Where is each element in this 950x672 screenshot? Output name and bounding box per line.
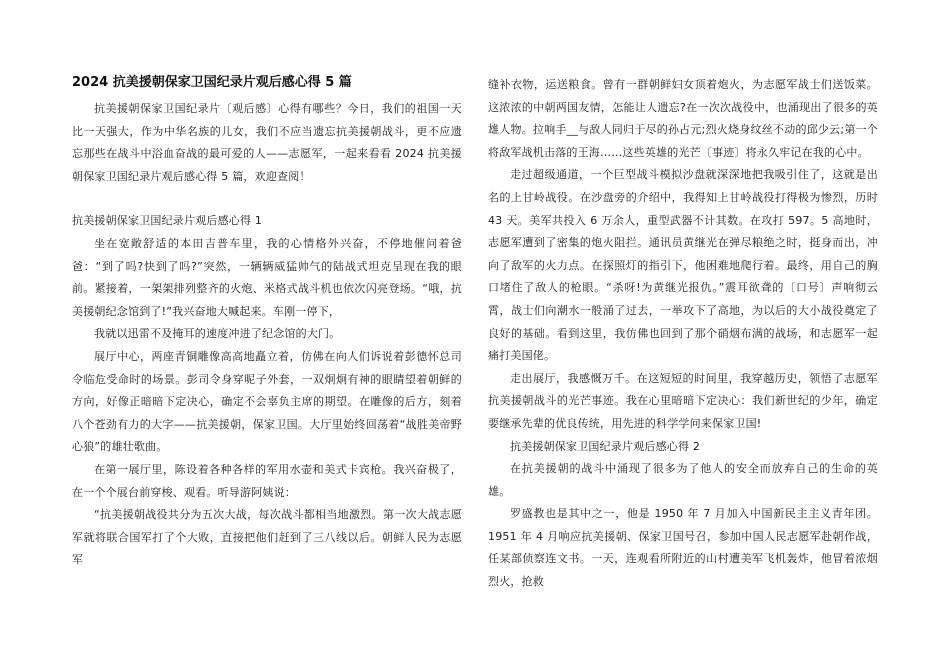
spacer bbox=[72, 188, 462, 210]
intro-paragraph: 抗美援朝保家卫国纪录片〔观后感〕心得有哪些？今日，我们的祖国一天比一天强大，作为中华名族的儿女，我们不应当遗忘抗美援朝战斗，更不应遗忘那些在战斗中浴血奋战的最可爱的人——志愿军，一起来看看 2024 抗美援朝保家卫国纪录片观后感心得 5 篇，欢迎查阅！ bbox=[72, 102, 462, 183]
section-1-heading: 抗美援朝保家卫国纪录片观后感心得 1 bbox=[72, 214, 263, 228]
paragraph: 缝补衣物，运送粮食。曾有一群朝鲜妇女顶着炮火，为志愿军战士们送饭菜。这浓浓的中朝两国友情，怎能让人遗忘?在一次次战役中，也涌现出了很多的英雄人物。拉响手__与敌人同归于尽的孙占元;烈火烧身纹丝不动的邱少云;第一个将敌军战机击落的王海……这些英雄的光芒〔事迹〕将永久牢记在我的心中。 bbox=[488, 78, 878, 159]
paragraph: 罗盛教也是其中之一，他是 1950 年 7 月加入中国新民主主义青年团。1951 年 4 月响应抗美援朝、保家卫国号召，参加中国人民志愿军赴朝作战，任某部侦察连文书。一天，连观看所附近的山村遭美军飞机轰炸，他冒着浓烟烈火，抢救 bbox=[488, 507, 878, 589]
paragraph: 在第一展厅里，陈设着各种各样的军用水壶和美式卡宾枪。我兴奋极了，在一个个展台前穿梭、观看。听导游阿姨说： bbox=[72, 462, 462, 499]
left-column bbox=[72, 72, 462, 572]
paragraph: 坐在宽敞舒适的本田吉普车里，我的心情格外兴奋，不停地催问着爸爸：“到了吗?快到了吗?”突然，一辆辆威猛帅气的陆战式坦克呈现在我的眼前。紧接着，一架架排列整齐的火炮、米格式战斗机也依次闪亮登场。“哦，抗美援朝纪念馆到了!”我兴奋地大喊起来。车刚一停下， bbox=[72, 236, 462, 318]
paragraph: 我就以迅雷不及掩耳的速度冲进了纪念馆的大门。 bbox=[94, 327, 341, 341]
section-2-heading: 抗美援朝保家卫国纪录片观后感心得 2 bbox=[510, 439, 701, 453]
document-title: 2024 抗美援朝保家卫国纪录片观后感心得 5 篇 bbox=[72, 75, 352, 90]
paragraph: 走过超级通道，一个巨型战斗模拟沙盘就深深地把我吸引住了，这就是出名的上甘岭战役。在沙盘旁的介绍中，我得知上甘岭战役打得极为惨烈，历时 43 天。美军共投入 6 万余人，重型武器不计其数。在攻打 597。5 高地时，志愿军遭到了密集的炮火阻拦。通讯员黄继光在弹尽粮绝之时，挺身而出，冲向了敌军的火力点。在探照灯的指引下，他困难地爬行着。最终，用自己的胸口堵住了敌人的枪眼。“杀呀!为黄继光报仇。”震耳欲聋的〔口号〕声响彻云霄，战士们向潮水一般涌了过去，一举攻下了高地，为以后的大小战役奠定了良好的基础。看到这里，我仿佛也回到了那个硝烟布满的战场，和志愿军一起痛打美国佬。 bbox=[488, 168, 878, 363]
paragraph: 走出展厅，我感慨万千。在这短短的时间里，我穿越历史，领悟了志愿军抗美援朝战斗的光芒事迹。我在心里暗暗下定决心：我们新世纪的少年，确定要继承先辈的优良传统，用先进的科学学问来保家卫国! bbox=[488, 371, 878, 430]
paragraph: 展厅中心，两座青铜雕像高高地矗立着，仿佛在向人们诉说着彭德怀总司令临危受命时的场景。彭司令身穿呢子外套，一双炯炯有神的眼睛望着朝鲜的方向，好像正暗暗下定决心，确定不会辜负主席的期望。在雕像的后方，刻着八个苍劲有力的大字——抗美援朝，保家卫国。大厅里始终回荡着“战胜美帝野心狼”的雄壮歌曲。 bbox=[72, 349, 462, 454]
paragraph: 在抗美援朝的战斗中涌现了很多为了他人的安全而放弃自己的生命的英雄。 bbox=[488, 462, 878, 498]
paragraph: “抗美援朝战役共分为五次大战，每次战斗都相当地激烈。第一次大战志愿军就将联合国军打了个大败，直接把他们赶到了三八线以后。朝鲜人民为志愿军 bbox=[72, 508, 462, 567]
right-column bbox=[488, 74, 878, 594]
